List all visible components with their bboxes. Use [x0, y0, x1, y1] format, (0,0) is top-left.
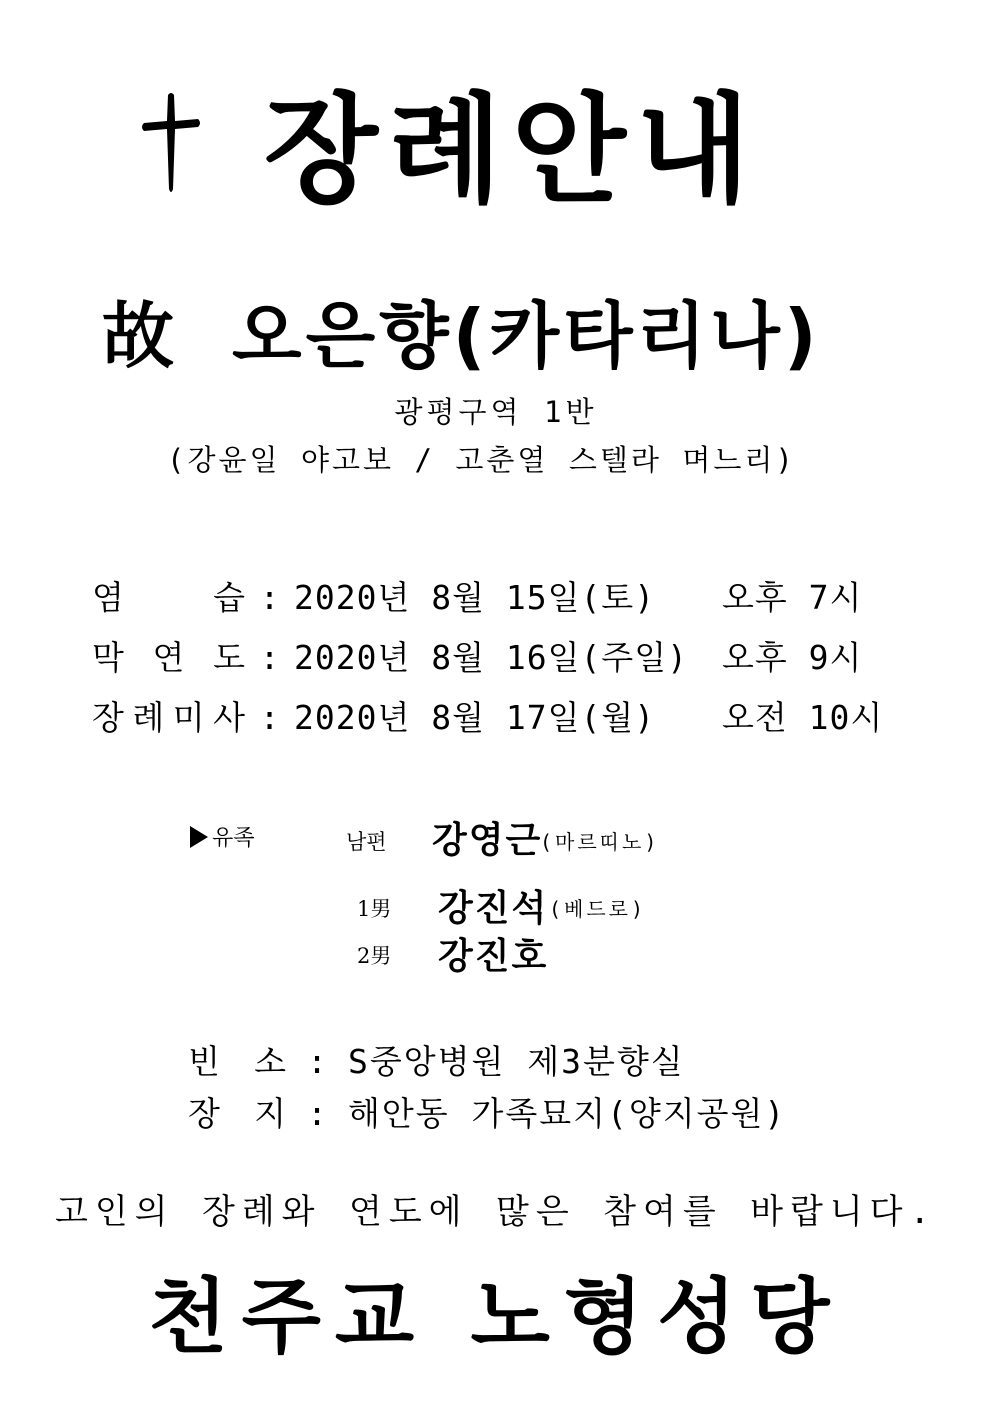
family-note: (강윤일 야고보 / 고춘열 스텔라 며느리): [167, 443, 796, 477]
schedule-colon: :: [259, 638, 281, 677]
notice-title: [140, 70, 760, 219]
place-value: 해안동 가족묘지(양지공원): [348, 1094, 787, 1133]
bereaved-baptismal-name: (베드로): [549, 897, 647, 921]
bereaved-header-label: 유족: [212, 826, 255, 851]
bereaved-name: 강영근: [432, 820, 543, 861]
place-value: S중앙병원 제3분향실: [348, 1042, 685, 1081]
place-label: 빈 소: [188, 1042, 288, 1081]
place-row: [188, 1036, 685, 1083]
triangle-bullet-icon: [190, 826, 208, 848]
church-name: 천주교 노형성당: [148, 1269, 844, 1365]
bereaved-relation: 1男: [357, 897, 392, 921]
place-colon: :: [307, 1094, 329, 1133]
schedule-time: 오후 9시: [722, 638, 863, 677]
schedule-time: 오후 7시: [722, 578, 863, 617]
schedule-time: 오전 10시: [722, 698, 884, 737]
bereaved-name: 강진호: [438, 936, 549, 977]
bereaved-header: [190, 821, 255, 852]
cross-icon: [140, 91, 202, 195]
bereaved-name: 강진석: [438, 888, 549, 929]
place-colon: :: [307, 1042, 329, 1081]
district: 광평구역 1반: [394, 395, 598, 429]
closing-message: 고인의 장례와 연도에 많은 참여를 바랍니다.: [54, 1192, 937, 1232]
schedule-date: 2020년 8월 16일(주일): [294, 638, 688, 677]
bereaved-baptismal-name: (마르띠노): [540, 830, 660, 854]
deceased-name: 오은향(카타리나): [232, 294, 821, 378]
title-text: 장례안내: [264, 80, 760, 219]
bereaved-relation: 2男: [357, 944, 392, 968]
schedule-colon: :: [259, 578, 281, 617]
schedule-label: 막 연 도: [92, 638, 246, 677]
place-row: [188, 1088, 786, 1135]
schedule-colon: :: [259, 698, 281, 737]
deceased-prefix: 故: [102, 293, 175, 378]
deceased-line: [102, 278, 821, 382]
schedule-date: 2020년 8월 17일(월): [294, 698, 656, 737]
bereaved-relation: 남편: [346, 830, 387, 854]
schedule-date: 2020년 8월 15일(토): [294, 578, 656, 617]
schedule-row: [92, 572, 862, 619]
schedule-row: [92, 692, 883, 739]
schedule-row: [92, 632, 862, 679]
schedule-label: 염 습: [92, 578, 246, 617]
place-label: 장 지: [188, 1094, 288, 1133]
schedule-label: 장 례 미 사: [92, 698, 246, 737]
